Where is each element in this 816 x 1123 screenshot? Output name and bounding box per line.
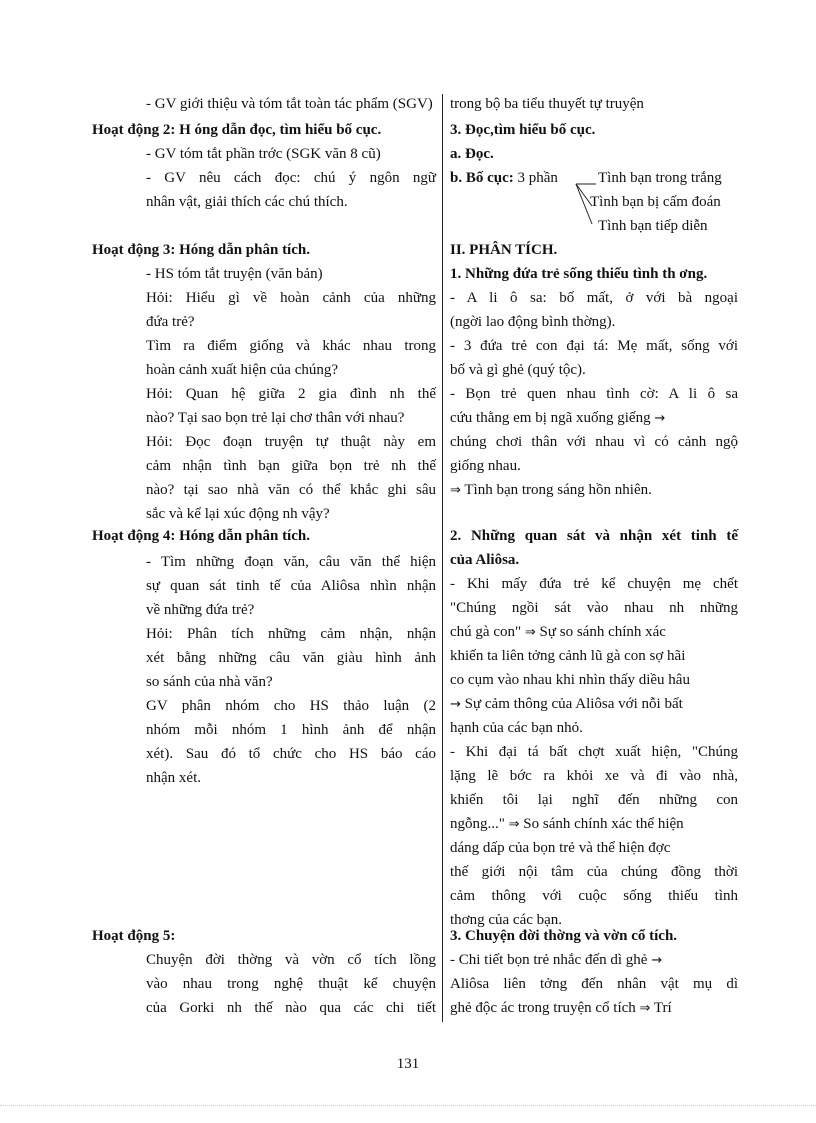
double-arrow-icon: ⇒	[524, 625, 536, 640]
line-text: Sự cảm thông của Aliôsa với nỗi bất	[464, 696, 683, 712]
left-line: hoàn cảnh xuất hiện của chúng?	[146, 362, 339, 378]
activity-heading: Hoạt động 2: H óng dẫn đọc, tìm hiểu bố cục.	[92, 122, 382, 138]
right-line	[450, 620, 666, 645]
left-line: - HS tóm tắt truyện (văn bản)	[146, 266, 323, 282]
column-divider	[442, 94, 443, 1022]
section-heading: II. PHÂN TÍCH.	[450, 242, 558, 258]
activity-heading: Hoạt động 3: Hóng dẫn phân tích.	[92, 242, 310, 258]
right-line: thế giới nội tâm của chúng đồng thời	[450, 864, 738, 880]
left-line: nhận xét.	[146, 770, 201, 786]
right-line: - Khi đại tá bất chợt xuất hiện, "Chúng	[450, 744, 738, 760]
double-arrow-icon: ⇒	[508, 817, 520, 832]
section-heading: 2. Những quan sát và nhận xét tinh tế	[450, 528, 738, 544]
left-line: Hỏi: Quan hệ giữa 2 gia đình nh thế	[146, 386, 436, 402]
right-line: khiến ta liên tởng cảnh lũ gà con sợ hãi	[450, 648, 686, 664]
left-line: Chuyện đời thờng và vờn cổ tích lồng	[146, 952, 436, 968]
right-line: khiến tôi lại nghĩ đến những con	[450, 792, 738, 808]
left-line: Hỏi: Phân tích những cảm nhận, nhận	[146, 626, 436, 642]
right-line: giống nhau.	[450, 458, 521, 474]
structure-label: b. Bố cục:	[450, 170, 514, 186]
section-heading: 3. Đọc,tìm hiểu bố cục.	[450, 122, 596, 138]
left-line: của Gorki nh thế nào qua các chi tiết	[146, 1000, 436, 1016]
left-line: - GV nêu cách đọc: chú ý ngôn ngữ	[146, 170, 436, 186]
structure-part-3: Tình bạn tiếp diễn	[598, 218, 708, 234]
arrow-icon: →	[450, 697, 461, 712]
left-line: cảm nhận tình bạn giữa bọn trẻ nh thế	[146, 458, 436, 474]
right-line	[450, 692, 683, 717]
footer-rule	[0, 1105, 816, 1106]
right-line: - 3 đứa trẻ con đại tá: Mẹ mất, sống với	[450, 338, 738, 354]
double-arrow-icon: ⇒	[639, 1001, 651, 1016]
right-line: cảm thông với cuộc sống thiếu tình	[450, 888, 738, 904]
left-line: nhân vật, giải thích các chú thích.	[146, 194, 348, 210]
right-line: - Khi mấy đứa trẻ kể chuyện mẹ chết	[450, 576, 738, 592]
left-line: - GV giới thiệu và tóm tắt toàn tác phẩm (SGV)	[146, 96, 433, 112]
right-line: chúng chơi thân với nhau vì có cảnh ngộ	[450, 434, 738, 450]
structure-part-2: Tình bạn bị cấm đoán	[590, 194, 721, 210]
right-line	[450, 478, 652, 503]
right-line	[450, 406, 665, 431]
left-line: sắc và kể lại xúc động nh vậy?	[146, 506, 330, 522]
section-heading: a. Đọc.	[450, 146, 494, 162]
right-line: "Chúng ngồi sát vào nhau nh những	[450, 600, 738, 616]
left-line: nào? tại sao nhà văn có thể khắc ghi sâu	[146, 482, 436, 498]
structure-count: 3 phần	[513, 170, 558, 186]
left-line: đứa trẻ?	[146, 314, 195, 330]
line-text: Sự so sánh chính xác	[535, 624, 666, 640]
left-line: sự quan sát tinh tế của Aliôsa nhìn nhận	[146, 578, 436, 594]
left-line: Tìm ra điểm giống và khác nhau trong	[146, 338, 436, 354]
structure-part-1: Tình bạn trong trắng	[598, 170, 722, 186]
structure-line	[450, 166, 558, 190]
right-line: - Bọn trẻ quen nhau tình cờ: A li ô sa	[450, 386, 738, 402]
right-line: co cụm vào nhau khi nhìn thấy diều hâu	[450, 672, 690, 688]
line-text: ghẻ độc ác trong truyện cổ tích	[450, 1000, 636, 1016]
double-arrow-icon: ⇒	[450, 483, 461, 498]
right-line: thơng của các bạn.	[450, 912, 563, 928]
line-text: ngỗng..."	[450, 816, 505, 832]
right-line	[450, 996, 672, 1021]
left-line: GV phân nhóm cho HS thảo luận (2	[146, 698, 436, 714]
right-line	[450, 812, 684, 837]
arrow-icon: →	[654, 411, 666, 426]
right-line: Aliôsa liên tởng đến nhân vật mụ dì	[450, 976, 738, 992]
line-text: So sánh chính xác thể hiện	[519, 816, 684, 832]
right-line	[450, 948, 662, 973]
line-text: Trí	[650, 1000, 672, 1016]
line-text: chú gà con"	[450, 624, 522, 640]
right-line: bố và gì ghẻ (quý tộc).	[450, 362, 586, 378]
left-line: nhóm mỗi nhóm 1 hình ảnh để nhận	[146, 722, 436, 738]
right-line: hạnh của các bạn nhỏ.	[450, 720, 583, 736]
line-text: cứu thằng em bị ngã xuống giếng	[450, 410, 651, 426]
left-line: - Tìm những đoạn văn, câu văn thể hiện	[146, 554, 436, 570]
activity-heading: Hoạt động 4: Hóng dẫn phân tích.	[92, 528, 310, 544]
activity-heading: Hoạt động 5:	[92, 928, 176, 944]
left-line: vào nhau trong nghệ thuật kể chuyện	[146, 976, 436, 992]
arrow-icon: →	[651, 953, 663, 968]
line-text: - Chi tiết bọn trẻ nhắc đến dì ghẻ	[450, 952, 648, 968]
section-heading: 3. Chuyện đời thờng và vờn cổ tích.	[450, 928, 678, 944]
right-line: - A li ô sa: bố mất, ở với bà ngoại	[450, 290, 738, 306]
page-number: 131	[396, 1056, 420, 1072]
right-line: dáng dấp của bọn trẻ và thể hiện đợc	[450, 840, 671, 856]
left-line: Hỏi: Hiểu gì về hoàn cảnh của những	[146, 290, 436, 306]
right-line: trong bộ ba tiểu thuyết tự truyện	[450, 96, 644, 112]
right-line: (ngời lao động bình thờng).	[450, 314, 616, 330]
left-line: so sánh của nhà văn?	[146, 674, 273, 690]
left-line: Hỏi: Đọc đoạn truyện tự thuật này em	[146, 434, 436, 450]
left-line: nào? Tại sao bọn trẻ lại chơ thân với nhau?	[146, 410, 405, 426]
left-line: - GV tóm tắt phần trớc (SGK văn 8 cũ)	[146, 146, 381, 162]
line-text: Tình bạn trong sáng hồn nhiên.	[464, 482, 652, 498]
section-heading: 1. Những đứa trẻ sống thiếu tình th ơng.	[450, 266, 708, 282]
section-heading: của Aliôsa.	[450, 552, 520, 568]
left-line: về những đứa trẻ?	[146, 602, 255, 618]
left-line: xét). Sau đó tổ chức cho HS báo cáo	[146, 746, 436, 762]
right-line: lặng lẽ bớc ra khỏi xe và đi vào nhà,	[450, 768, 738, 784]
left-line: xét bằng những câu văn giàu hình ảnh	[146, 650, 436, 666]
